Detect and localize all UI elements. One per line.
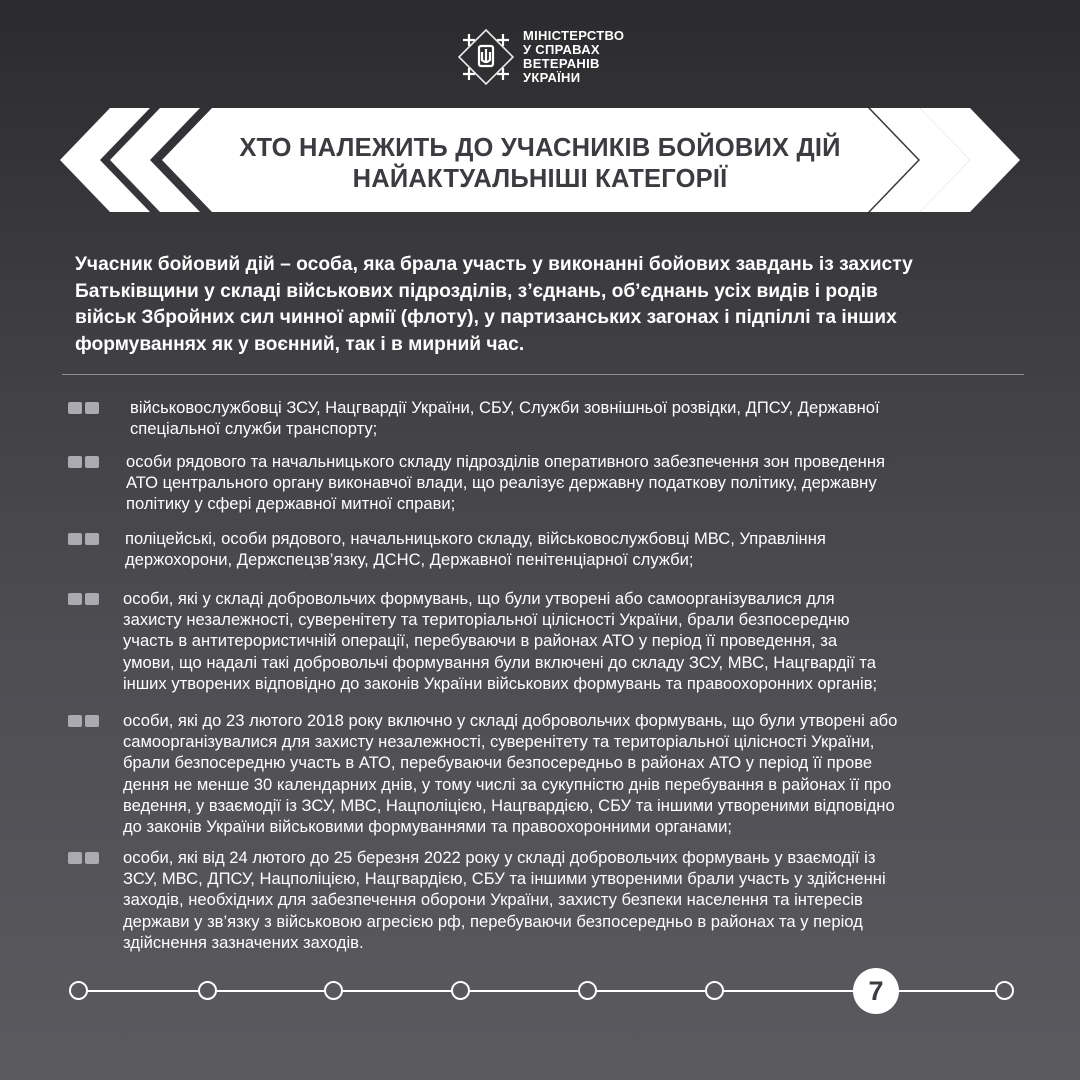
list-item-text [123, 588, 1038, 694]
item-line: інших утворених відповідно до законів України військових формувань та правоохоронних органів; [123, 673, 878, 693]
intro-line: Учасник бойовий дій – особа, яка брала участь у виконанні бойових завдань із захисту [75, 254, 913, 275]
page-dot[interactable] [705, 981, 724, 1000]
item-line: держохорони, Держспецзв’язку, ДСНС, Державної пенітенціарної служби; [125, 550, 694, 570]
page-dot[interactable] [198, 981, 217, 1000]
ministry-logo [455, 26, 624, 88]
item-line: дення не менше 30 календарних днів, у тому числі за сукупністю днів перебування в районах її про [123, 774, 892, 794]
item-line: спеціальної служби транспорту; [130, 419, 378, 439]
item-line: політику у сфері державної митної справи; [126, 494, 456, 514]
item-line: ЗСУ, МВС, ДПСУ, Нацполіцією, Нацгвардією, СБУ та іншими утвореними брали участь у здійсненні [123, 869, 886, 889]
page-title [225, 133, 855, 195]
bullet-icon [68, 715, 99, 727]
bullet-icon [68, 456, 99, 468]
item-line: брали безпосередню участь в АТО, перебуваючи безпосередньо в районах АТО у період її прове [123, 753, 873, 773]
bullet-icon [68, 402, 99, 414]
item-line: захисту незалежності, суверенітету та територіальної цілісності України, брали безпосередню [123, 610, 850, 630]
ministry-emblem-icon [455, 26, 517, 88]
definition-paragraph [75, 252, 1025, 358]
list-item-text [126, 451, 1038, 515]
item-line: АТО центрального органу виконавчої влади, що реалізує державну податкову політику, державну [126, 473, 877, 493]
ministry-name [523, 29, 624, 85]
item-line: здійснення зазначених заходів. [123, 932, 364, 952]
intro-line: формуваннях як у воєнний, так і в мирний час. [75, 333, 525, 355]
item-line: ведення, у взаємодії із ЗСУ, МВС, Нацполіцією, Нацгвардією, СБУ та іншими утвореними відповідно [123, 795, 895, 815]
item-line: самоорганізувалися для захисту незалежності, суверенітету та територіальної цілісності України, [123, 732, 875, 752]
item-line: заходів, необхідних для забезпечення оборони України, захисту безпеки населення та інтересів [123, 890, 863, 910]
logo-line: У СПРАВАХ [523, 42, 600, 57]
item-line: військовослужбовці ЗСУ, Нацгвардії України, СБУ, Служби зовнішньої розвідки, ДПСУ, Державної [130, 398, 880, 417]
page-dot[interactable] [451, 981, 470, 1000]
item-line: особи, які від 24 лютого до 25 березня 2022 року у складі добровольчих формувань у взаємодії із [123, 848, 876, 867]
page-dot[interactable] [69, 981, 88, 1000]
item-line: особи, які у складі добровольчих формувань, що були утворені або самоорганізувалися для [123, 589, 835, 608]
list-item-text [123, 847, 1038, 953]
logo-line: МІНІСТЕРСТВО [523, 28, 625, 43]
page-dot[interactable] [578, 981, 597, 1000]
title-line-1: ХТО НАЛЕЖИТЬ ДО УЧАСНИКІВ БОЙОВИХ ДІЙ [239, 134, 841, 162]
divider [62, 374, 1024, 375]
item-line: до законів України військовими формуваннями та правоохоронними органами; [123, 817, 733, 837]
bullet-icon [68, 852, 99, 864]
current-page-indicator: 7 [853, 968, 899, 1014]
list-item-text [125, 528, 1038, 570]
intro-line: Батьківщини у складі військових підрозділів, з’єднань, об’єднань усіх видів і родів [75, 280, 878, 302]
logo-line: УКРАЇНИ [523, 70, 581, 85]
item-line: умови, що надалі такі добровольчі формування були включені до складу ЗСУ, МВС, Нацгвардії та [123, 652, 876, 672]
list-item-text [130, 397, 1038, 439]
bullet-icon [68, 593, 99, 605]
item-line: особи рядового та начальницького складу підрозділів оперативного забезпечення зон проведення [126, 452, 886, 471]
item-line: поліцейські, особи рядового, начальницького складу, військовослужбовці МВС, Управління [125, 529, 826, 548]
intro-line: військ Збройних сил чинної армії (флоту), у партизанських загонах і підпіллі та інших [75, 307, 897, 328]
title-line-2: НАЙАКТУАЛЬНІШІ КАТЕГОРІЇ [352, 165, 728, 193]
logo-line: ВЕТЕРАНІВ [523, 56, 600, 71]
item-line: держави у зв’язку з військовою агресією рф, перебуваючи безпосередньо в районах та у період [123, 911, 863, 931]
list-item-text [123, 710, 1038, 837]
bullet-icon [68, 533, 99, 545]
page-dot[interactable] [324, 981, 343, 1000]
item-line: участь в антитерористичній операції, перебуваючи в районах АТО у період її проведення, за [123, 631, 838, 651]
page-dot[interactable] [995, 981, 1014, 1000]
item-line: особи, які до 23 лютого 2018 року включно у складі добровольчих формувань, що були утворені або [123, 711, 898, 730]
pagination-timeline [0, 960, 1080, 1020]
